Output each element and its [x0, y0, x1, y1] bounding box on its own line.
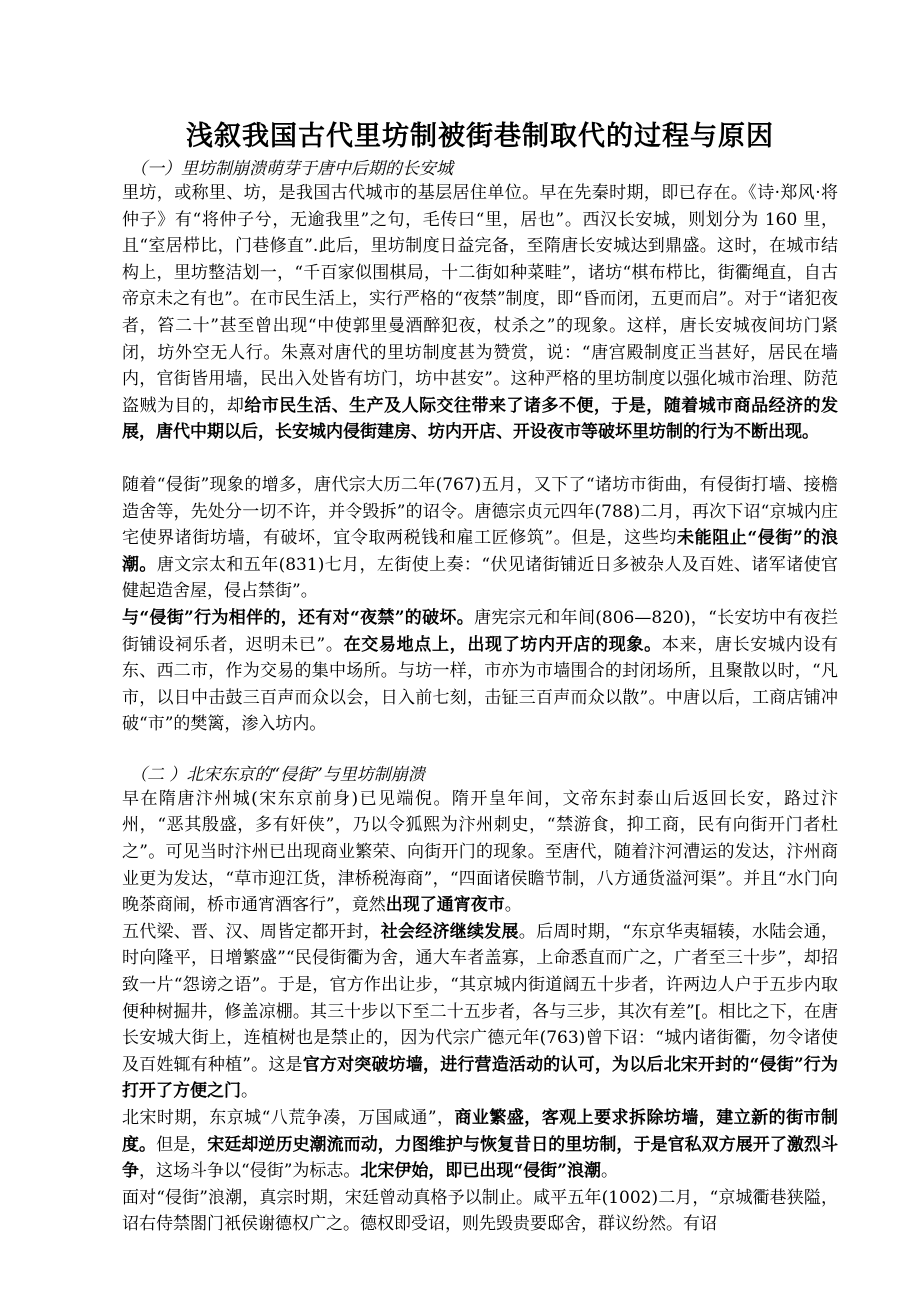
text-run: 。 [600, 1161, 618, 1182]
bold-text-run: 在交易地点上，出现了坊内开店的现象。 [343, 634, 662, 655]
text-run: 。 [241, 1081, 258, 1102]
text-run: 本来，唐长安城内设有东、西二市，作为交易的集中场所。与坊一样，市亦为市墙围合的封闭场所，且聚散以时，“凡市，以日中击鼓三百声而众以会，日入前七刻，击钲三百声而众以散”。中唐以后，工商店铺冲破“市”的樊篱，渗入坊内。 [122, 634, 839, 735]
text-run: ，这场斗争以“侵街”为标志。 [139, 1161, 361, 1182]
text-run: 唐文宗太和五年(831)七月，左街使上奏：“伏见诸街铺近日多被杂人及百姓、诸军诸使官健起造舍屋，侵占禁街”。 [122, 554, 839, 602]
bold-text-run: 出现了通宵夜市 [385, 895, 505, 916]
paragraph [122, 1105, 838, 1185]
text-run: 唐宪宗元和年间(806—820)，“长安坊中有夜拦街铺设祠乐者，迟明未已”。 [122, 607, 838, 655]
text-run: 但是， [156, 1134, 208, 1155]
text-run: 北宋时期，东京城“八荒争凑，万国咸通”， [122, 1108, 455, 1128]
paragraph [122, 1185, 838, 1238]
section-spacer [122, 738, 838, 764]
paragraph [122, 786, 838, 919]
bold-text-run: 官方对突破坊墙，进行营造活动的认可，为以后北宋开封的“侵街”行为打开了方便之门 [122, 1054, 838, 1102]
text-run: 里坊，或称里、坊，是我国古代城市的基层居住单位。早在先秦时期，即已存在。《诗·郑风·将仲子》有“将仲子兮，无逾我里”之句，毛传曰“里，居也”。西汉长安城，则划分为 160 里，且“室居栉比，门巷修直”.此后，里坊制度日益完备，至隋唐长安城达到鼎盛。这时，在城市结构上，里坊整洁划一，“千百家似围棋局，十二街如种菜畦”，诸坊“棋布栉比，街衢绳直，自古帝京未之有也”。在市民生活上，实行严格的“夜禁”制度，即“昏而闭，五更而启”。对于“诸犯夜者，笞二十”甚至曾出现“中使郭里曼酒醉犯夜，杖杀之”的现象。这样，唐长安城夜间坊门紧闭，坊外空无人行。朱熹对唐代的里坊制度甚为赞赏，说：“唐宫殿制度正当甚好，居民在墙内，官街皆用墙，民出入处皆有坊门，坊中甚安”。这种严格的里坊制度以强化城市治理、防范盗贼为目的，却 [122, 183, 838, 416]
paragraph [122, 919, 838, 1105]
text-run: 。 [504, 895, 522, 916]
text-run: 随着“侵街”现象的增多，唐代宗大历二年(767)五月，又下了“诸坊市街曲，有侵街打墙、接檐造舍等，先处分一切不许，并令毁拆”的诏令。唐德宗贞元四年(788)二月，再次下诏“京城内庄宅使界诸街坊墙，有破坏，宜令取两税钱和雇工匠修筑”。但是，这些均 [122, 474, 838, 549]
bold-text-run: 给市民生活、生产及人际交往带来了诸多不便，于是，随着城市商品经济的发展，唐代中期以后，长安城内侵街建房、坊内开店、开设夜市等破坏里坊制的行为不断出现。 [122, 395, 839, 443]
bold-text-run: 未能阻止“侵街”的浪潮。 [122, 528, 838, 575]
text-run: 面对“侵街”浪潮，真宗时期，宋廷曾动真格予以制止。咸平五年(1002)二月，“京城衢巷狭隘，诏右侍禁閤门衹侯谢德权广之。德权即受诏，则先毁贵要邸舍，群议纷然。有诏 [122, 1187, 838, 1235]
paragraph [122, 605, 838, 738]
document-title: 浅叙我国古代里坊制被街巷制取代的过程与原因 [186, 121, 774, 152]
document-body [122, 158, 838, 1238]
paragraph [122, 472, 838, 605]
paragraph-spacer [122, 446, 838, 472]
section-heading: （一）里坊制崩溃萌芽于唐中后期的长安城 [130, 159, 453, 179]
bold-text-run: 北宋伊始，即已出现“侵街”浪潮 [360, 1161, 601, 1182]
section-heading: （二 ）北宋东京的“侵街”与里坊制崩溃 [130, 764, 425, 785]
bold-text-run: 社会经济继续发展 [380, 921, 519, 942]
text-run: 。后周时期，“东京华夷辐辏，水陆会通，时向隆平，日增繁盛”“民侵街衢为舍，通大车者盖寡，上命悉直而广之，广者至三十步”，却招致一片“怨谤之语”。于是，官方作出让步，“其京城内街道阔五十步者，许两边人户于五步内取便种树掘井，修盖凉棚。其三十步以下至二十五步者，各与三步，其次有差”[。相比之下，在唐长安城大街上，连植树也是禁止的，因为代宗广德元年(763)曾下诏：“城内诸街衢，勿令诸使及百姓辄有种植”。这是 [122, 921, 839, 1075]
bold-text-run: 宋廷却逆历史潮流而动，力图维护与恢复昔日的里坊制，于是官私双方展开了激烈斗争 [122, 1134, 839, 1182]
text-run: 五代梁、晋、汉、周皆定都开封， [122, 921, 381, 942]
bold-text-run: 商业繁盛，客观上要求拆除坊墙，建立新的街市制度。 [122, 1108, 838, 1155]
text-run: 早在隋唐汴州城(宋东京前身)已见端倪。隋开皇年间，文帝东封泰山后返回长安，路过汴州，“恶其殷盛，多有奸侠”，乃以令狐熙为汴州刺史，“禁游食，抑工商，民有向街开门者杜之”。可见当时汴州已出现商业繁荣、向街开门的现象。至唐代，随着汴河漕运的发达，汴州商业更为发达，“草市迎江货，津桥税海商”，“四面诸侯瞻节制，八方通货溢河渠”。并且“水门向晚茶商闹，桥市通宵酒客行”，竟然 [122, 788, 838, 916]
bold-text-run: 与“侵街”行为相伴的，还有对“夜禁”的破坏。 [122, 607, 475, 628]
paragraph [122, 180, 838, 446]
